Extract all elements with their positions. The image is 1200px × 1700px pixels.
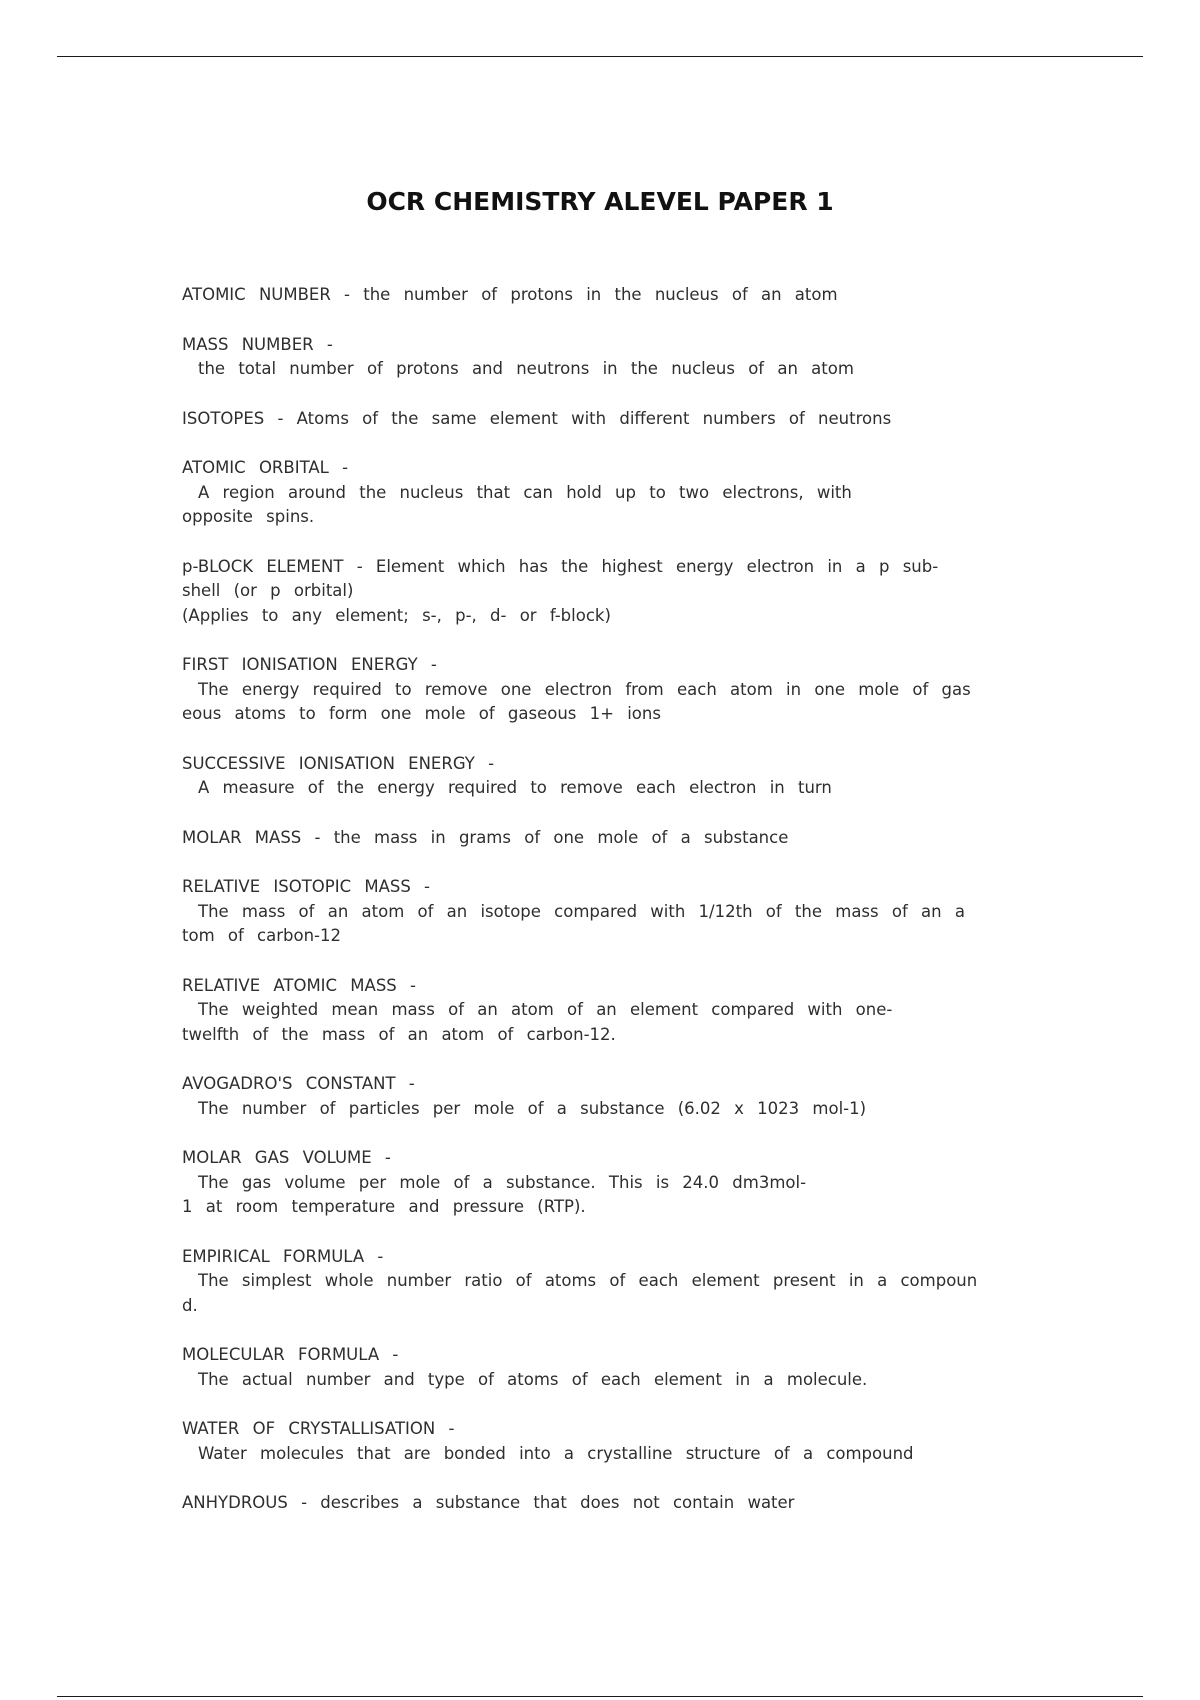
definition-line: eous atoms to form one mole of gaseous 1+ ions [182, 704, 661, 723]
definition-line: opposite spins. [182, 507, 315, 526]
definition-line: ATOMIC NUMBER - the number of protons in the nucleus of an atom [182, 285, 838, 304]
definition-line: The actual number and type of atoms of each element in a molecule. [198, 1369, 868, 1389]
definition-line: (Applies to any element; s-, p-, d- or f-block) [182, 605, 611, 625]
definition-line: tom of carbon-12 [182, 926, 341, 945]
definition-successive-ionisation-energy [182, 752, 1032, 801]
definition-empirical-formula [182, 1245, 1032, 1319]
definition-term: EMPIRICAL FORMULA - [182, 1246, 384, 1266]
definition-term: RELATIVE ISOTOPIC MASS - [182, 877, 431, 896]
definition-molecular-formula [182, 1343, 1032, 1392]
definition-p-block-element [182, 555, 1032, 629]
definition-term: WATER OF CRYSTALLISATION - [182, 1419, 455, 1438]
definition-line: shell (or p orbital) [182, 581, 354, 600]
definition-line: A measure of the energy required to remove each electron in turn [198, 778, 832, 797]
definition-line: p-BLOCK ELEMENT - Element which has the highest energy electron in a p sub- [182, 556, 939, 576]
definition-line: twelfth of the mass of an atom of carbon-12. [182, 1024, 616, 1044]
definition-line: The mass of an atom of an isotope compared with 1/12th of the mass of an a [198, 901, 965, 921]
definition-line: ANHYDROUS - describes a substance that does not contain water [182, 1493, 795, 1512]
definition-term: ATOMIC ORBITAL - [182, 458, 349, 477]
definition-line: The weighted mean mass of an atom of an element compared with one- [198, 1000, 893, 1019]
top-rule [57, 56, 1143, 57]
definition-term: MOLAR GAS VOLUME - [182, 1148, 391, 1167]
definition-line: Water molecules that are bonded into a crystalline structure of a compound [198, 1443, 914, 1463]
definitions-list [182, 283, 1032, 1541]
definition-term: RELATIVE ATOMIC MASS - [182, 975, 416, 995]
bottom-rule [57, 1696, 1143, 1697]
definition-mass-number [182, 333, 1032, 382]
definition-line: MOLAR MASS - the mass in grams of one mole of a substance [182, 827, 789, 847]
definition-line: A region around the nucleus that can hold up to two electrons, with [198, 482, 852, 502]
definition-term: SUCCESSIVE IONISATION ENERGY - [182, 753, 495, 773]
definition-line: The gas volume per mole of a substance. This is 24.0 dm3mol- [198, 1172, 807, 1192]
definition-line: d. [182, 1295, 198, 1315]
definition-term: MOLECULAR FORMULA - [182, 1345, 399, 1364]
definition-molar-mass [182, 826, 1032, 851]
definition-molar-gas-volume [182, 1146, 1032, 1220]
definition-term: FIRST IONISATION ENERGY - [182, 655, 437, 674]
document-title: OCR CHEMISTRY ALEVEL PAPER 1 [366, 186, 834, 216]
definition-anhydrous [182, 1491, 1032, 1516]
definition-line: The energy required to remove one electron from each atom in one mole of gas [198, 679, 971, 699]
definition-water-of-crystallisation [182, 1417, 1032, 1466]
definition-isotopes [182, 407, 1032, 432]
definition-relative-isotopic-mass [182, 875, 1032, 949]
definition-avogadros-constant [182, 1072, 1032, 1121]
definition-line: ISOTOPES - Atoms of the same element with different numbers of neutrons [182, 408, 892, 428]
definition-line: The number of particles per mole of a substance (6.02 x 1023 mol-1) [198, 1098, 867, 1118]
definition-term: MASS NUMBER - [182, 334, 333, 354]
definition-line: 1 at room temperature and pressure (RTP). [182, 1197, 586, 1216]
definition-line: the total number of protons and neutrons in the nucleus of an atom [198, 359, 854, 378]
definition-relative-atomic-mass [182, 974, 1032, 1048]
definition-atomic-number [182, 283, 1032, 308]
definition-line: The simplest whole number ratio of atoms of each element present in a compoun [198, 1271, 978, 1290]
definition-term: AVOGADRO'S CONSTANT - [182, 1074, 415, 1093]
definition-first-ionisation-energy [182, 653, 1032, 727]
definition-atomic-orbital [182, 456, 1032, 530]
